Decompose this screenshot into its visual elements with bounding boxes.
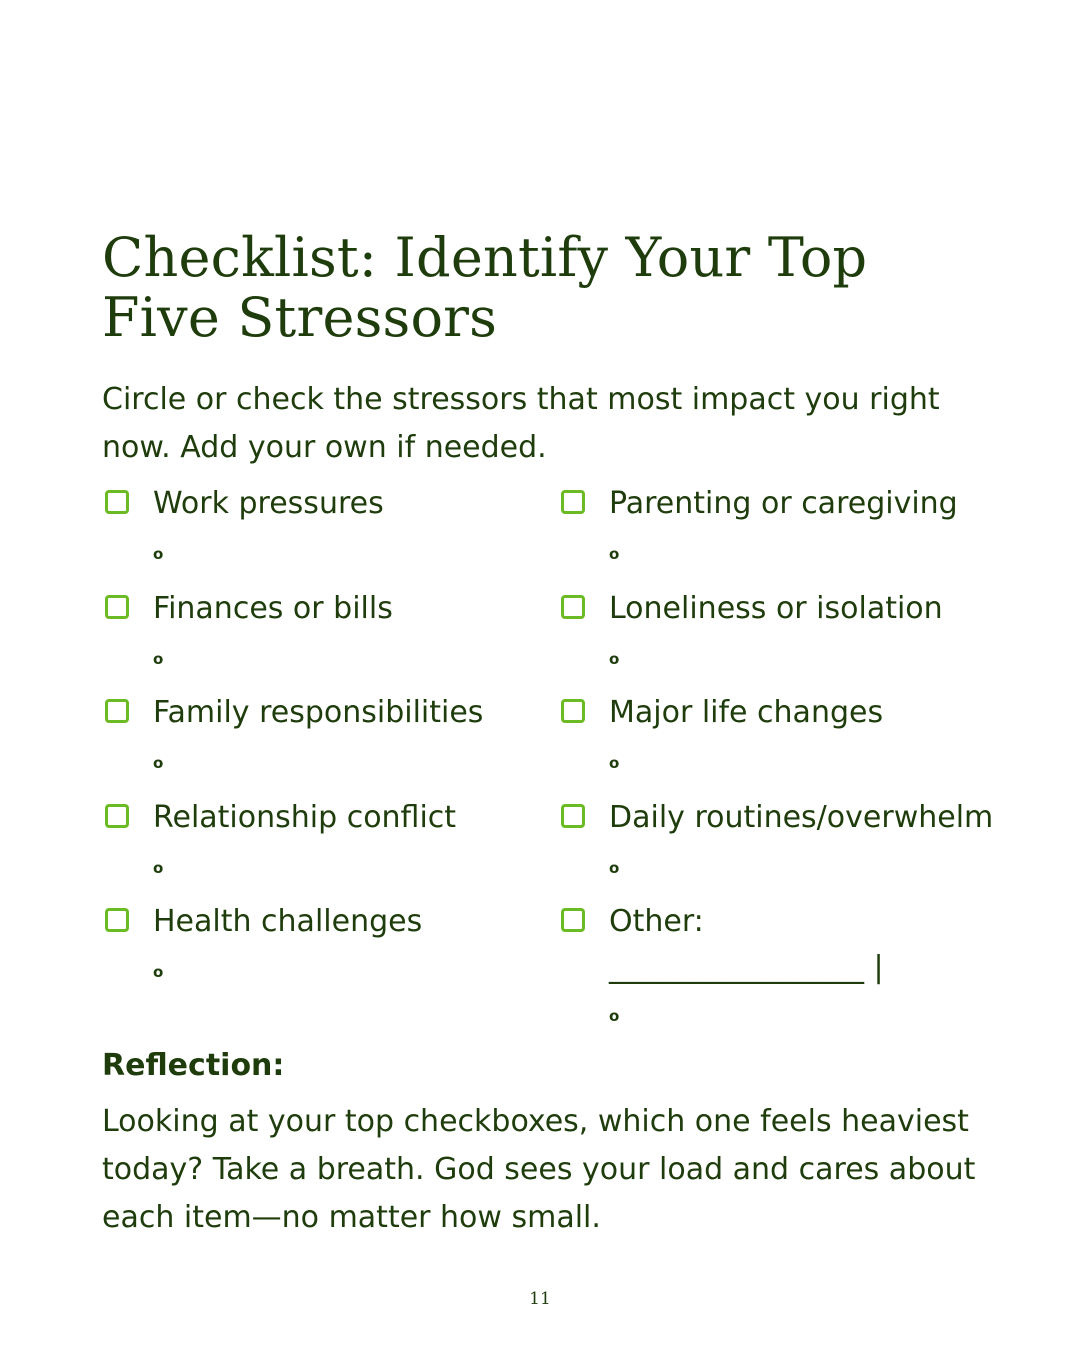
checklist-item bbox=[558, 689, 1028, 794]
checkbox[interactable] bbox=[105, 699, 129, 723]
checklist-item bbox=[102, 794, 542, 899]
other-write-in-line[interactable]: _________________ | bbox=[609, 950, 884, 985]
checkbox[interactable] bbox=[105, 595, 129, 619]
reflection-text: Looking at your top checkboxes, which one feels heaviest today? Take a breath. God sees your load and cares about each item—no matter how small. bbox=[102, 1104, 976, 1235]
reflection-heading: Reflection: bbox=[102, 1048, 285, 1083]
checklist-item-label: Work pressures bbox=[153, 486, 384, 521]
checklist-right-column bbox=[558, 480, 1028, 1025]
intro-text: Circle or check the stressors that most impact you right now. Add your own if needed. bbox=[102, 382, 940, 465]
bullet-marker: o bbox=[609, 754, 620, 772]
checklist-item bbox=[102, 480, 542, 585]
bullet-marker: o bbox=[153, 545, 164, 563]
page-title: Checklist: Identify Your Top Five Stressors bbox=[102, 226, 868, 349]
checklist-item-label: Finances or bills bbox=[153, 590, 393, 626]
checkbox[interactable] bbox=[105, 908, 129, 932]
bullet-marker: o bbox=[609, 649, 620, 668]
checkbox[interactable] bbox=[561, 804, 585, 828]
checklist-item bbox=[558, 480, 1028, 585]
bullet-marker: o bbox=[609, 545, 620, 563]
checkbox[interactable] bbox=[561, 490, 585, 514]
checklist-item bbox=[102, 585, 542, 690]
bullet-marker: o bbox=[609, 858, 620, 877]
checklist-item-label: Parenting or caregiving bbox=[609, 486, 958, 521]
checkbox[interactable] bbox=[105, 490, 129, 514]
bullet-marker: o bbox=[609, 1007, 620, 1025]
bullet-marker: o bbox=[153, 754, 164, 772]
checklist-item bbox=[102, 689, 542, 794]
bullet-marker: o bbox=[153, 649, 164, 668]
checklist-item-label: Relationship conflict bbox=[153, 799, 457, 835]
checklist-item-label: Daily routines/overwhelm bbox=[609, 799, 994, 835]
bullet-marker: o bbox=[153, 963, 164, 981]
checklist-item-other bbox=[558, 898, 1028, 1025]
bullet-marker: o bbox=[153, 858, 164, 877]
checklist-item-label: Other: bbox=[609, 904, 704, 939]
checklist-item-label: Major life changes bbox=[609, 695, 884, 730]
checklist-left-column bbox=[102, 480, 542, 1003]
checkbox[interactable] bbox=[561, 595, 585, 619]
checkbox[interactable] bbox=[561, 699, 585, 723]
checklist-item-label: Family responsibilities bbox=[153, 695, 484, 730]
checklist-item bbox=[102, 898, 542, 1003]
page-number: 11 bbox=[529, 1289, 551, 1309]
checklist-item-label: Health challenges bbox=[153, 904, 423, 939]
checkbox[interactable] bbox=[105, 804, 129, 828]
checklist-item bbox=[558, 585, 1028, 690]
checklist-item-label: Loneliness or isolation bbox=[609, 590, 943, 626]
checkbox[interactable] bbox=[561, 908, 585, 932]
checklist-item bbox=[558, 794, 1028, 899]
